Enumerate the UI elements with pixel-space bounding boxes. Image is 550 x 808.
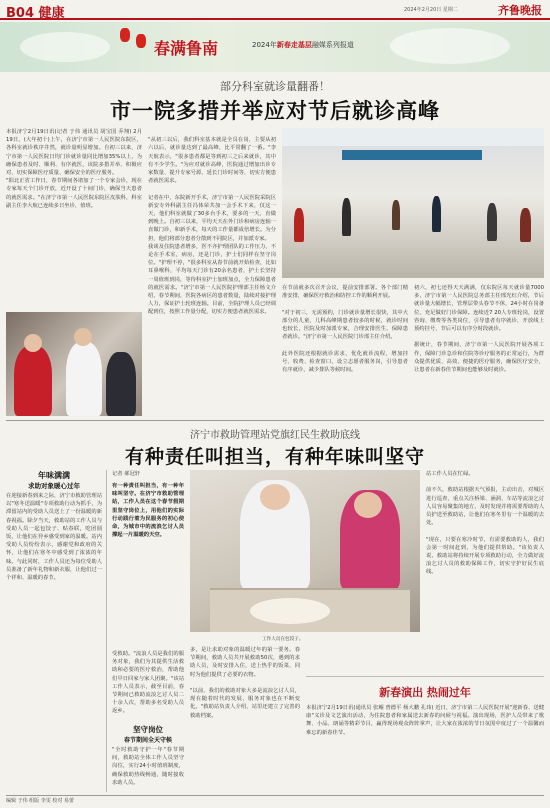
story2-reporter: 记者 郝冠轩 — [112, 471, 141, 477]
story1-column-3: 在节前就多次召开会议，提前安排部署。各个部门精准安排，确保医疗救治和防控工作的顺利开展。 "对于初三，无需预约，门诊就诊量增长很快，其中大部分的儿童，儿科高峰期患者较多的时候，就诊时间也较长，医院及时加派专家，合理安排医生，保障患者就诊。"济宁市第一人民医院门诊部主任介绍。 此外医院还根据就诊需求，优化就诊流程，增加挂号、收费、检查窗口，设立志愿者服务岗，引导患者有序就诊，减少排队等候时间。 — [282, 285, 408, 374]
story2-far-right-column: 站工作人员在忙碌。 前不久，救助站根据天气预报，主动出击，对城区进行巡查，重点关注桥梁、涵洞、车站等流浪乞讨人员容易聚集的地方，及时发现并将需要帮助的人员护送至救助站，让他们在寒冬里有一个温暖的去处。 "现在，只要在寒冷时节，有需要救助的人，我们会第一时间赶到，为他们提供帮助。"该负责人说，救助站将持续开展专项救助行动，全力做好流浪乞讨人员的救助保障工作，切实守护好民生底线。 — [426, 471, 544, 576]
hospital-hallway-photo — [282, 128, 544, 278]
page-header — [0, 0, 550, 20]
page-section: B04 健康 — [6, 6, 65, 21]
story2-mid-title: 坚守岗位 春节期间全天守候 — [123, 725, 172, 744]
section-divider — [6, 420, 544, 421]
story2-mid-text-2: "全时救助守护一年"春节期间，救助站全体工作人员坚守岗位，实行24小时值班制度，确保救助热线畅通，随时接收求助人员。 — [112, 747, 184, 786]
story1-headline: 市一院多措并举应对节后就诊高峰 — [110, 98, 440, 123]
page-footer: 编辑 于伟 组版 李雯 校对 易蕾 — [6, 798, 74, 804]
newspaper-logo: 齐鲁晚报 — [498, 4, 542, 17]
story1-column-4: 初六，初七还得天天满满，仅东院区每天就诊量7000多，济宁市第一人民医院总务部主任邢光红介绍，节后就诊量大幅增长，管理层带头春节不休，24小时在岗备位，充足做好门诊保障。连续近7 20人专班轮岗，设置咨询、缴费等各类岗位，引导患者有序就诊，开放线上预约挂号，节后可以有序分时段就诊。 据统计，春节期间，济宁市第一人民医院开展各项工作，保障门诊急诊和住院等诊疗服务的正常运行，为群众提供优质、高效、便捷的医疗服务，确保医疗安全，让患者在新春佳节期间也能够及时就诊。 — [414, 285, 544, 374]
story1-column-2: "从初三以后，我们科室基本就是全员在岗，主要从初六以后，就诊量达到了最高峰，比平常翻了一番。"李天航表示，"很多患者都是等到初三之后来就诊，其中有不少学生。"为应对就诊高峰，医院通过增加出诊专家数量、提升专家号源，延长门诊时间等，切实方便患者就医需求。 记者在中，东院新开手术，济宁市第一人民医院采院区新安专外科副主任冯体荣共加一会手术下来，仅这一天，他们科室就做了30多台手术，要多的一天，直做到晚上。自初三以来，平均天天在外门诊和病房连轴一直做门诊，和新手术，每天的工作量都成倍增长。为分担，他们将部分患者分散到不同院区，并加派专家。 我谈及住院患者增多，医不齐护理团队的工作压力，不论在手术室，病房，还是门诊，护士们同样在坚守岗位。"护理不停，"很多科室从春节前就开始检查，比如耳鼻喉科，平均每天门诊有20余名患者，护士长坚持一周值班到岗，等待科室护士加班加点，全力保障患者的就医需求。"济宁市第一人民医院护理部主任杨文介绍，春节期间，医院各病区的患者数量，陆续对接护理人力，保证护士轮班连轴。目前，全院护理人员已经调配到位，按照工作量分配，切实方便患者就医需求。 — [148, 137, 276, 316]
footer-divider — [6, 795, 544, 796]
new-story-text: 本报济宁2月19日讯(通讯员 张鲲 曾德平 杨大鹏 孔玮) 近日，济宁市第二人民医院开展"迎新春、送健康"义诊及文艺演出活动，为住院患者和家属送去新春的问候与祝福。演出现场，医护人员带来了歌舞、小品、朗诵等精彩节目，赢得现场观众阵阵掌声，让大家在浓浓的节日氛围中度过了一个温馨而难忘的新春佳节。 — [306, 705, 544, 736]
photo-caption: 工作人员在包饺子。 — [262, 637, 304, 642]
story1-column-1: 本报济宁2月19日讯(记者 于伟 通讯员 胡宝国 乔翔) 2月19日，(大年初十)上午，在济宁市第一人民医院东院区，各科室就诊秩序井然，就诊量明显增加。自初三以来，济宁市第一人民医院日均门诊就诊量同比增加35%以上，为确保患者及时、顺利、有序就医，该院多措并举、积极应对，切实保障医疗质量、确保安全的医疗服务。 "阳北正省工作日，春节期间各诸加了一个专家会诊，现在专家每天个门诊开放，近开设了十间门诊，确保当天患者的就医需求。"在济宁市第一人民医院东院区皮肤科，科室副主任李大航已连续多日坐诊，值班。 — [6, 129, 142, 209]
story2-intro: 有一种责任叫担当，有一种年味叫坚守。在济宁市救助管理站，工作人员在这个春节假期里坚守岗位上，用他们的实际行动践行着为民服务的初心使命，为城市中的流浪乞讨人员撑起一片温暖的天空。 — [112, 483, 184, 539]
story2-side-title: 年味满满 求助对象暖心过年 — [28, 470, 80, 490]
story2-right-text: 多，是让求助对象的温暖过年的第一要务。春节期间，救助人员共开展救助50次，遇到的求助人员，及时安排入住，送上热乎的饭菜，同时为他们提供了必要的衣物。 "以前，我们的救助对象大多是流浪乞讨人员，现在随着时代的发展，服务对象也在不断变化。"救助站负责人介绍，站里还建立了完善的救助档案。 — [190, 647, 300, 719]
issue-date: 2024年2月20日 星期二 — [404, 7, 458, 13]
story2-mid-text: 受救助。"流浪人员是我们的服务对象，我们为其提供生活救助和必要的医疗救治，帮助他们早日回家与家人团聚。"该站工作人员表示，截至目前，春节期间已救助流浪乞讨人员二十余人次，帮助多名受助人员返乡。 — [112, 651, 184, 715]
doctor-consultation-photo — [6, 312, 142, 416]
banner-title: 春满鲁南 — [154, 39, 219, 58]
lantern-icon — [120, 28, 130, 42]
banner-series: 2024年新春走基层融媒系列报道 — [252, 41, 354, 49]
making-dumplings-photo — [190, 470, 420, 632]
story2-headline: 有种责任叫担当，有种年味叫坚守 — [124, 446, 425, 468]
story1-kicker: 部分科室就诊量翻番！ — [220, 80, 330, 93]
lantern-icon — [136, 34, 146, 48]
column-divider — [106, 470, 107, 792]
series-banner — [0, 22, 550, 72]
story2-side-column: 在迎接新春到来之际，济宁市救助管理站以"寒冬送温暖"专项救助行动为抓手，为滞留站内的受助人员送上了一份温暖的新春祝福。除夕当天，救助站的工作人员与受助人员一起包饺子、贴春联，吃团圆饭，让他们在异乡感受到家的温暖。站内受助人员纷纷表示，感谢党和政府的关怀，让他们在寒冬中感受到了浓浓的年味。与此同时，工作人员还为每位受助人员准备了新年礼物和新衣服，让他们过一个祥和、温暖的春节。 — [6, 493, 102, 582]
story2-kicker: 济宁市救助管理站党旗红民生救助底线 — [190, 430, 360, 441]
section-divider — [306, 676, 544, 677]
new-story-title: 新春演出 热闹过年 — [379, 686, 471, 699]
